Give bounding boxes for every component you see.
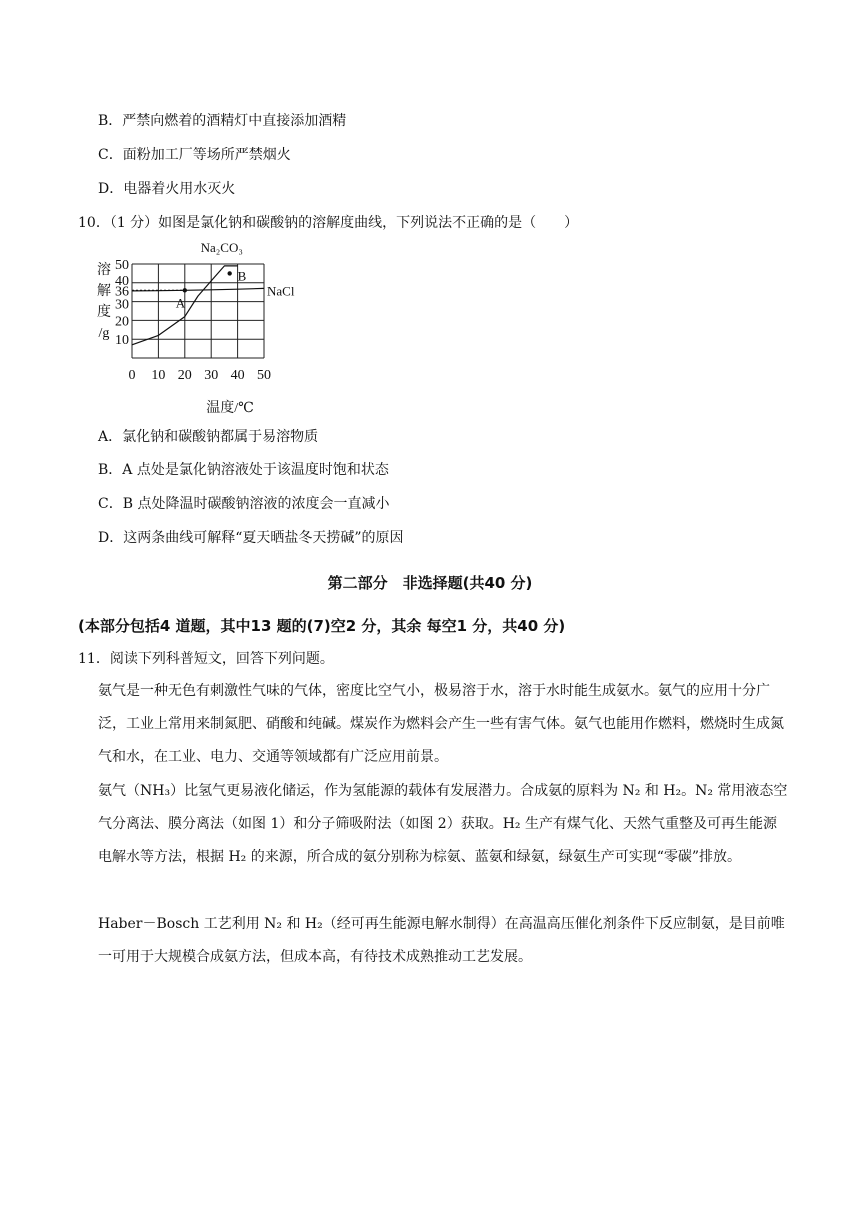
option-c-q9: C．面粉加工厂等场所严禁烟火	[98, 147, 291, 163]
x-tick-labels	[129, 368, 272, 383]
paragraph-3: Haber－Bosch 工艺利用 N₂ 和 H₂（经可再生能源电解水制得）在高温高压催化剂条件下反应制氨，是目前唯一可用于大规模合成氨方法，但成本高，有待技术成熟推动工艺发展。	[98, 916, 785, 965]
option-a-q10: A．氯化钠和碳酸钠都属于易溶物质	[98, 429, 319, 445]
y-label-char: 溶	[97, 263, 111, 278]
point-b-label: B	[237, 268, 247, 284]
y-tick-label: 10	[115, 333, 129, 349]
x-tick-label: 40	[230, 368, 245, 383]
option-b-q10: B．A 点处是氯化钠溶液处于该温度时饱和状态	[98, 462, 389, 478]
point-a	[183, 288, 187, 292]
solubility-chart	[90, 238, 310, 416]
y-label-char: /g	[98, 326, 110, 341]
y-tick-label: 30	[115, 297, 129, 313]
y-tick-label: 40	[115, 273, 129, 289]
option-d-q10: D．这两条曲线可解释“夏天晒盐冬天捞碱”的原因	[98, 530, 404, 546]
y-label-char: 度	[97, 305, 111, 320]
x-tick-label: 20	[177, 368, 192, 383]
x-axis-label: 温度/℃	[206, 401, 254, 416]
y-axis-label	[97, 261, 111, 341]
nacl-curve	[132, 288, 264, 291]
chart-series	[132, 240, 295, 345]
option-c-q10: C．B 点处降温时碳酸钠溶液的浓度会一直减小	[98, 496, 390, 512]
section-title: 第二部分 非选择题(共40 分)	[327, 574, 533, 592]
point-b	[227, 271, 231, 275]
y-tick-label: 20	[115, 314, 129, 330]
section-note: (本部分包括4 道题，其中13 题的(7)空2 分，其余 每空1 分，共40 分)	[78, 617, 566, 635]
y-label-char: 解	[97, 284, 111, 299]
x-tick-label: 30	[204, 368, 219, 383]
x-tick-label: 10	[151, 368, 166, 383]
paragraph-2: 氨气（NH₃）比氢气更易液化储运，作为氢能源的载体有发展潜力。合成氨的原料为 N₂ 和 H₂。N₂ 常用液态空气分离法、膜分离法（如图 1）和分子筛吸附法（如图 2）获取。H₂ 生产有煤气化、天然气重整及可再生能源电解水等方法，根据 H₂ 的来源，所合成的氨分别称为棕氨、蓝氨和绿氨，绿氨生产可实现“零碳”排放。	[98, 783, 788, 865]
point-a-label: A	[175, 295, 186, 311]
x-tick-label: 0	[128, 368, 136, 383]
series-label-na2co3: Na₂CO₃	[200, 240, 243, 255]
question-11-stem: 11．阅读下列科普短文，回答下列问题。	[78, 651, 334, 667]
option-b-q9: B．严禁向燃着的酒精灯中直接添加酒精	[98, 113, 347, 129]
y-tick-label: 50	[115, 258, 129, 273]
y-tick-labels	[115, 258, 129, 348]
paragraph-1: 氨气是一种无色有刺激性气味的气体，密度比空气小，极易溶于水，溶于水时能生成氨水。氨气的应用十分广泛，工业上常用来制氮肥、硝酸和纯碱。煤炭作为燃料会产生一些有害气体。氨气也能用作燃料，燃烧时生成氮气和水，在工业、电力、交通等领域都有广泛应用前景。	[98, 683, 784, 765]
series-label-nacl: NaCl	[267, 283, 295, 299]
x-tick-label: 50	[257, 368, 271, 383]
option-d-q9: D．电器着火用水灭火	[98, 181, 236, 197]
question-10-stem: 10．（1 分）如图是氯化钠和碳酸钠的溶解度曲线，下列说法不正确的是（ ）	[78, 215, 579, 231]
y-tick-label: 36	[115, 284, 129, 300]
